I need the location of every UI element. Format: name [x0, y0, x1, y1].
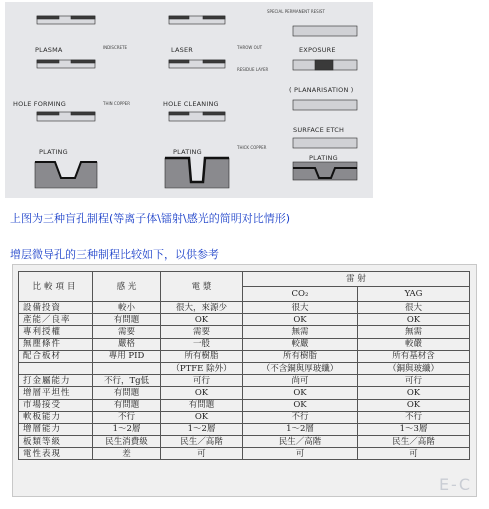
cell-co2: 1～2層 — [243, 423, 358, 435]
cell-plasma: 可 — [161, 448, 243, 460]
cell-label: 無塵條件 — [19, 338, 93, 350]
label-surface-etch: SURFACE ETCH — [293, 126, 345, 134]
cell-photo: 需要 — [93, 326, 161, 338]
cell-yag: 所有基材含 — [358, 350, 470, 362]
cell-yag: OK — [358, 399, 470, 411]
header-photo: 感 光 — [93, 272, 161, 302]
table-row — [19, 375, 470, 387]
label-plating-3: PLATING — [309, 154, 338, 162]
cell-plasma: 1～2層 — [161, 423, 243, 435]
header-item: 比較項目 — [19, 272, 93, 302]
cell-photo: 嚴格 — [93, 338, 161, 350]
cell-co2: 無需 — [243, 326, 358, 338]
label-planarisation: ( PLANARISATION ) — [289, 86, 354, 94]
cell-photo — [93, 362, 161, 374]
cell-yag: OK — [358, 314, 470, 326]
label-laser: LASER — [171, 46, 193, 54]
table-row — [19, 411, 470, 423]
cell-label: 配合板材 — [19, 350, 93, 362]
cell-label: 軟板能力 — [19, 411, 93, 423]
cell-co2: OK — [243, 387, 358, 399]
header-plasma: 電 漿 — [161, 272, 243, 302]
cell-yag: 可行 — [358, 375, 470, 387]
cell-co2: 尚可 — [243, 375, 358, 387]
label-residue-layer: RESIDUE LAYER — [237, 67, 269, 72]
table-row — [19, 423, 470, 435]
cell-yag: （銅與玻纖） — [358, 362, 470, 374]
watermark: E-C — [438, 475, 472, 494]
cell-plasma: 可行 — [161, 375, 243, 387]
cell-plasma: 一般 — [161, 338, 243, 350]
cell-photo: 有問題 — [93, 314, 161, 326]
cell-plasma: 民生／高階 — [161, 436, 243, 448]
table-row — [19, 326, 470, 338]
label-plasma: PLASMA — [35, 46, 63, 54]
cell-yag: OK — [358, 387, 470, 399]
table-row — [19, 399, 470, 411]
cell-label: 打金屬能力 — [19, 375, 93, 387]
cell-plasma: （PTFE 除外） — [161, 362, 243, 374]
table-row — [19, 362, 470, 374]
label-hole-forming: HOLE FORMING — [13, 100, 66, 108]
table-row — [19, 338, 470, 350]
cell-yag: 可 — [358, 448, 470, 460]
cell-label — [19, 362, 93, 374]
cell-label: 電性表現 — [19, 448, 93, 460]
cell-co2: 較嚴 — [243, 338, 358, 350]
label-throw-out: THROW OUT — [237, 45, 263, 50]
comparison-table-image — [12, 264, 477, 497]
table-row — [19, 436, 470, 448]
cell-photo: 有問題 — [93, 399, 161, 411]
table-row — [19, 302, 470, 314]
table-row — [19, 387, 470, 399]
cell-label: 板類等級 — [19, 436, 93, 448]
cell-co2: 可 — [243, 448, 358, 460]
cell-yag: 較嚴 — [358, 338, 470, 350]
cell-photo: 1～2層 — [93, 423, 161, 435]
label-plating-2: PLATING — [173, 148, 202, 156]
cell-co2: OK — [243, 399, 358, 411]
table-intro-caption: 增层微导孔的三种制程比较如下，以供参考 — [10, 248, 219, 261]
cell-photo: 專用 PID — [93, 350, 161, 362]
cell-photo: 不行 — [93, 411, 161, 423]
cell-co2: OK — [243, 314, 358, 326]
blind-via-process-diagram — [5, 2, 373, 198]
cell-yag: 民生／高階 — [358, 436, 470, 448]
table-row — [19, 350, 470, 362]
cell-co2: 所有樹脂 — [243, 350, 358, 362]
table-body — [19, 302, 470, 460]
cell-label: 增層能力 — [19, 423, 93, 435]
cell-label: 專利授權 — [19, 326, 93, 338]
label-special-resist: SPECIAL PERMANENT RESIST — [267, 9, 325, 14]
label-thick-copper: THICK COPPER — [237, 145, 267, 150]
label-hole-cleaning: HOLE CLEANING — [163, 100, 219, 108]
cell-photo: 差 — [93, 448, 161, 460]
cell-label: 增層平坦性 — [19, 387, 93, 399]
label-indiscrete: INDISCRETE — [103, 45, 128, 50]
label-thin-copper: THIN COPPER — [103, 101, 130, 106]
cell-plasma: OK — [161, 387, 243, 399]
cell-plasma: OK — [161, 411, 243, 423]
header-laser: 雷 射 — [243, 272, 470, 287]
cell-co2: 很大 — [243, 302, 358, 314]
cell-label: 產能／良率 — [19, 314, 93, 326]
figure-caption: 上图为三种盲孔制程(等离子体\镭射\感光的简明对比情形) — [10, 212, 290, 225]
cell-photo: 民生消費級 — [93, 436, 161, 448]
cell-yag: 不行 — [358, 411, 470, 423]
label-plating-1: PLATING — [39, 148, 68, 156]
header-yag: YAG — [358, 287, 470, 302]
header-co2: CO₂ — [243, 287, 358, 302]
label-exposure: EXPOSURE — [299, 46, 336, 54]
cell-label: 設備投資 — [19, 302, 93, 314]
cell-co2: 民生／高階 — [243, 436, 358, 448]
cell-yag: 無需 — [358, 326, 470, 338]
cell-plasma: 需要 — [161, 326, 243, 338]
table-row — [19, 448, 470, 460]
cell-yag: 很大 — [358, 302, 470, 314]
cell-yag: 1～3層 — [358, 423, 470, 435]
cell-photo: 不行，Tg低 — [93, 375, 161, 387]
cell-plasma: 很大，來源少 — [161, 302, 243, 314]
cell-plasma: OK — [161, 314, 243, 326]
cell-co2: （不含銅與厚玻纖） — [243, 362, 358, 374]
cell-plasma: 所有樹脂 — [161, 350, 243, 362]
cell-plasma: 有問題 — [161, 399, 243, 411]
cell-photo: 有問題 — [93, 387, 161, 399]
via-process-comparison-table — [18, 271, 470, 460]
cell-photo: 較小 — [93, 302, 161, 314]
cell-co2: 不行 — [243, 411, 358, 423]
cell-label: 市場接受 — [19, 399, 93, 411]
table-row — [19, 314, 470, 326]
